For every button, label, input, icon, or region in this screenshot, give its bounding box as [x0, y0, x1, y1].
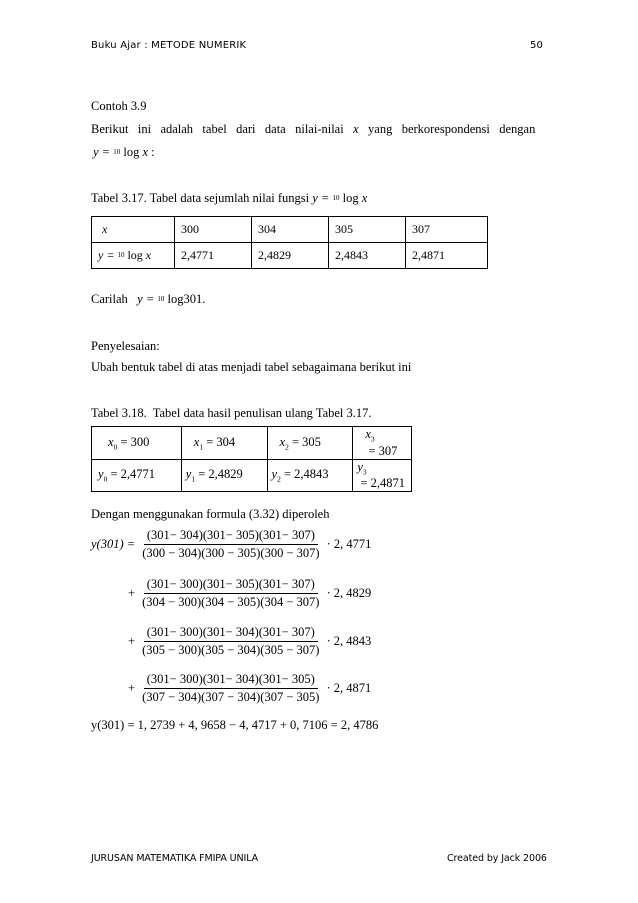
row-label-base: 10 [117, 251, 125, 259]
table-cell: 300 [175, 217, 252, 243]
table-row [92, 427, 412, 460]
table-cell: 2,4829 [252, 243, 329, 269]
example-title: Contoh 3.9 [91, 99, 147, 113]
fraction-denominator: (304 − 300)(304 − 305)(304 − 307) [142, 595, 320, 609]
term-multiplier: · 2, 4771 [326, 537, 372, 551]
cell-value: = 2,4829 [195, 467, 243, 481]
table1-caption-log: log [339, 191, 362, 205]
row-label-y: y = [98, 248, 118, 262]
table-cell [92, 243, 175, 269]
fraction-numerator: (301− 300)(301− 305)(301− 307) [144, 577, 318, 594]
table-cell [92, 459, 182, 492]
formula-term-4 [128, 672, 371, 705]
table-row [92, 243, 488, 269]
cell-var: y [357, 459, 363, 474]
footer-department: JURUSAN MATEMATIKA FMIPA UNILA [91, 853, 259, 864]
table-row [92, 459, 412, 492]
term-multiplier: · 2, 4871 [326, 681, 372, 695]
table-cell [181, 427, 267, 460]
func-var: x [142, 145, 149, 159]
table-cell [181, 459, 267, 492]
task-prefix: Carilah [91, 292, 138, 306]
term-multiplier: · 2, 4843 [326, 634, 372, 648]
table-cell: 304 [252, 217, 329, 243]
cell-var: y [98, 467, 104, 481]
table-row [92, 217, 488, 243]
table1-caption-x: x [361, 191, 368, 205]
row-label-log: log [124, 248, 146, 262]
fraction-denominator: (305 − 300)(305 − 304)(305 − 307) [142, 643, 320, 657]
cell-index: 3 [370, 434, 375, 444]
table-cell: 2,4843 [329, 243, 406, 269]
cell-value: = 300 [117, 434, 150, 449]
task-y: y = [137, 292, 158, 306]
table-cell: 2,4871 [406, 243, 488, 269]
func-end: : [148, 145, 155, 159]
plus-sign: + [128, 681, 136, 695]
formula-term-3 [128, 625, 371, 658]
table2-caption: Tabel 3.18. Tabel data hasil penulisan ulang Tabel 3.17. [91, 406, 372, 420]
task-base: 10 [157, 295, 165, 303]
task-line [91, 291, 205, 309]
footer-credit: Created by Jack 2006 [447, 853, 547, 864]
table-cell [267, 459, 353, 492]
intro-pre: Berikut ini adalah tabel dari data nilai-nilai [91, 122, 344, 136]
func-base: 10 [113, 148, 121, 156]
table-cell [353, 427, 412, 460]
intro-var: x [353, 122, 359, 136]
row-label: x [102, 222, 108, 236]
cell-index: 2 [285, 442, 289, 451]
cell-value: = 307 [365, 443, 398, 458]
table-cell: 305 [329, 217, 406, 243]
fraction-denominator: (307 − 304)(307 − 304)(307 − 305) [142, 690, 320, 704]
cell-index: 3 [362, 467, 367, 476]
solution-title: Penyelesaian: [91, 339, 160, 353]
term-multiplier: · 2, 4829 [326, 586, 372, 600]
fraction [139, 528, 322, 561]
cell-index: 1 [191, 474, 196, 484]
running-header: Buku Ajar : METODE NUMERIK [91, 40, 247, 51]
table1-caption-y: y = [312, 191, 333, 205]
formula-lhs: y(301) = [91, 537, 136, 551]
cell-var: x [108, 434, 114, 449]
fraction-numerator: (301− 300)(301− 304)(301− 305) [144, 672, 318, 689]
cell-var: x [365, 427, 371, 441]
func-log: log [120, 145, 143, 159]
cell-var: x [193, 434, 200, 449]
plus-sign: + [128, 586, 136, 600]
example-function [93, 144, 155, 162]
cell-value: = 304 [203, 434, 236, 449]
func-y: y = [93, 145, 114, 159]
fraction-numerator: (301− 304)(301− 305)(301− 307) [144, 528, 318, 545]
table-cell: 2,4771 [175, 243, 252, 269]
intro-post: yang berkorespondensi dengan [368, 122, 536, 136]
example-intro [91, 121, 549, 137]
table1-caption [91, 190, 367, 208]
formula-term-2 [128, 577, 371, 610]
formula-result: y(301) = 1, 2739 + 4, 9658 − 4, 4717 + 0, 7106 = 2, 4786 [91, 718, 379, 732]
cell-index: 0 [113, 442, 118, 451]
cell-index: 0 [103, 474, 108, 484]
plus-sign: + [128, 634, 136, 648]
cell-var: y [271, 467, 278, 481]
formula-term-1 [91, 528, 371, 561]
table1-caption-base: 10 [332, 194, 340, 202]
table-cell: 307 [406, 217, 488, 243]
row-label-x: x [145, 248, 152, 262]
table-cell [92, 427, 182, 460]
solution-line: Ubah bentuk tabel di atas menjadi tabel sebagaimana berikut ini [91, 360, 412, 374]
data-table-1 [91, 216, 488, 269]
table1-caption-text: Tabel 3.17. Tabel data sejumlah nilai fungsi [91, 191, 313, 205]
task-log: log301. [164, 292, 206, 306]
data-table-2 [91, 426, 412, 492]
table-cell [267, 427, 353, 460]
cell-value: = 2,4871 [357, 476, 405, 490]
cell-value: = 305 [288, 434, 321, 449]
page-number: 50 [530, 40, 544, 51]
fraction [139, 672, 322, 705]
fraction [139, 625, 322, 658]
table-cell [92, 217, 175, 243]
cell-value: = 2,4843 [280, 467, 329, 481]
formula-intro: Dengan menggunakan formula (3.32) diperoleh [91, 507, 330, 521]
cell-index: 1 [199, 442, 204, 451]
fraction [139, 577, 322, 610]
fraction-numerator: (301− 300)(301− 304)(301− 307) [144, 625, 318, 642]
cell-var: y [185, 467, 192, 481]
cell-var: x [279, 434, 286, 449]
fraction-denominator: (300 − 304)(300 − 305)(300 − 307) [142, 546, 320, 560]
table-cell [353, 459, 412, 492]
cell-value: = 2,4771 [107, 467, 155, 481]
cell-index: 2 [277, 474, 281, 484]
